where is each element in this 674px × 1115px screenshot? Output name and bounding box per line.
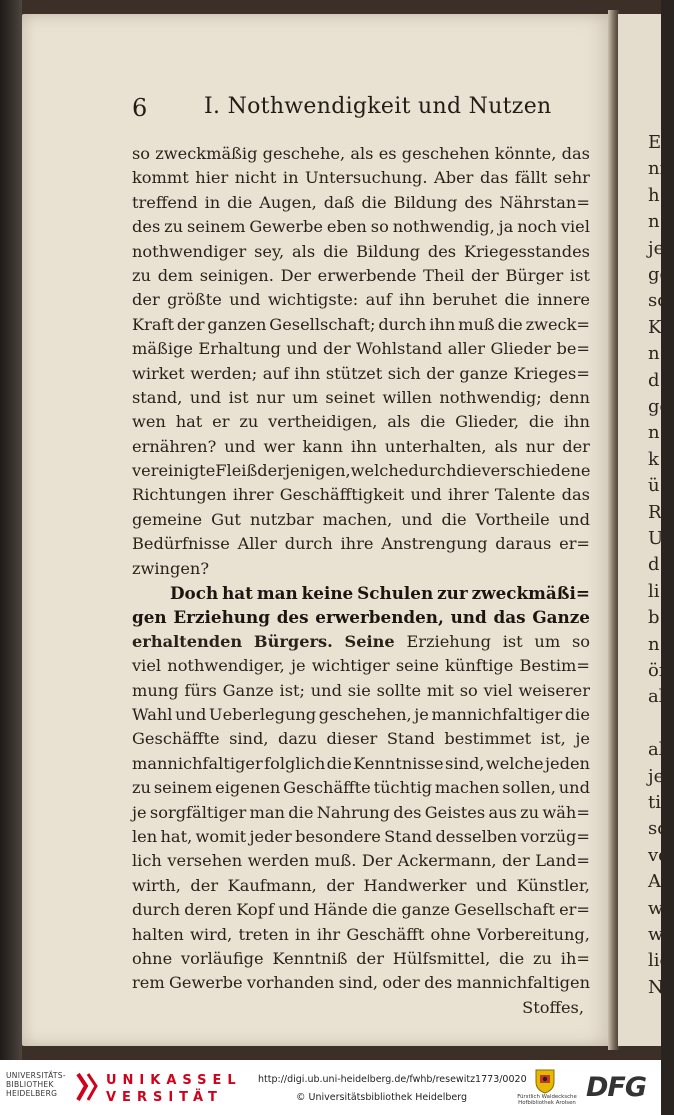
text-line: treffend in die Augen, daß die Bildung des Nährstan=: [132, 192, 590, 212]
copyright-notice: © Universitätsbibliothek Heidelberg: [296, 1092, 468, 1103]
permalink-url[interactable]: http://digi.ub.uni-heidelberg.de/fwhb/resewitz1773/0020: [258, 1074, 527, 1085]
text-line: rem Gewerbe vorhanden sind, oder des mannichfaltigen: [132, 973, 590, 993]
text-line: lich versehen werden muß. Der Ackermann, der Land=: [132, 851, 590, 871]
heidelberg-library-logo[interactable]: UNIVERSITÄTS- BIBLIOTHEK HEIDELBERG: [6, 1071, 66, 1098]
text-line: mung fürs Ganze ist; und sie sollte mit so viel weiserer: [132, 680, 590, 700]
text-line: der größte und wichtigste: auf ihn beruhet die innere: [132, 290, 590, 310]
next-page-fragment: h: [648, 184, 660, 206]
text-line: vereinigte Fleiß derjenigen, welche durch die verschiedene: [132, 461, 591, 481]
text-line: Wahl und Ueberlegung geschehen, je mannichfaltiger die: [132, 704, 590, 724]
kassel-university-logo[interactable]: [106, 1072, 242, 1106]
kassel-logo-icon: [74, 1072, 98, 1102]
text-line: zu dem seinigen. Der erwerbende Theil der Bürger ist: [132, 265, 590, 285]
next-page-fragment: ni: [648, 158, 666, 180]
next-page-fragment: ti: [648, 792, 661, 813]
next-page-fragment: N: [648, 976, 664, 998]
next-page-fragment: k: [648, 448, 659, 470]
text-line: mäßige Erhaltung und der Wohlstand aller Glieder be=: [132, 339, 590, 359]
text-line: erhaltenden Bürgers. Seine Erziehung ist um so: [132, 631, 590, 651]
page-text: [132, 142, 590, 1020]
dfg-logo[interactable]: DFG: [586, 1072, 647, 1103]
next-page-fragment: b: [648, 607, 660, 629]
next-page-fragment: all: [648, 739, 671, 761]
next-page-fragment: d: [648, 554, 660, 576]
next-page-fragment: E: [648, 132, 662, 153]
text-line: Doch hat man keine Schulen zur zweckmäßi=: [170, 583, 590, 604]
next-page-fragment: ü: [648, 475, 660, 497]
next-page-fragment: ve: [648, 844, 669, 866]
next-page-fragment: li: [648, 580, 660, 602]
next-page-fragment: ge: [648, 264, 671, 285]
text-line: nothwendiger sey, als die Bildung des Kriegesstandes: [132, 241, 590, 261]
next-page-fragment: R: [648, 501, 662, 523]
text-line: Stoffes,: [522, 997, 584, 1017]
text-line: zu seinem eigenen Geschäffte tüchtig machen sollen, und: [132, 778, 590, 798]
next-page-fragment: n: [648, 343, 660, 365]
text-line: wirth, der Kaufmann, der Handwerker und Künstler,: [132, 875, 590, 895]
next-page-fragment: Ar: [648, 871, 670, 893]
text-line: wirket werden; auf ihn stützet sich der ganze Krieges=: [132, 363, 590, 383]
text-line: wen hat er zu vertheidigen, als die Glieder, die ihn: [132, 412, 590, 432]
text-line: gen Erziehung des erwerbenden, und das Ganze: [132, 607, 590, 628]
next-page-fragment: n: [648, 633, 660, 655]
next-page-fragment: je: [648, 237, 665, 259]
text-line: des zu seinem Gewerbe eben so nothwendig, ja noch viel: [132, 217, 590, 237]
next-page-fragment: we: [648, 897, 674, 919]
text-line: kommt hier nicht in Untersuchung. Aber das fällt sehr: [132, 168, 590, 188]
text-line: viel nothwendiger, je wichtiger seine künftige Bestim=: [132, 656, 590, 676]
next-page-fragment: lic: [648, 950, 670, 972]
text-line: ohne vorläufige Kenntniß der Hülfsmittel, die zu ih=: [132, 948, 590, 968]
running-title: I. Nothwendigkeit und Nutzen: [204, 94, 552, 119]
waldeck-library-label: Fürstlich Waldecksche Hofbibliothek Arolsen: [517, 1094, 577, 1107]
kassel-line-1: UNIKASSEL: [106, 1073, 242, 1088]
text-line: Richtungen ihrer Geschäfftigkeit und ihrer Talente das: [132, 485, 590, 505]
text-line: gemeine Gut nutzbar machen, und die Vortheile und: [132, 509, 590, 529]
text-line: len hat, womit jeder besondere Stand desselben vorzüg=: [132, 826, 590, 846]
next-page-fragment: n: [648, 422, 660, 444]
waldeck-crest-icon: [534, 1068, 556, 1094]
text-line: mannichfaltiger folglich die Kenntnisse sind, welche jeden: [132, 753, 590, 773]
next-page-fragment: we: [648, 924, 674, 945]
next-page-fragment: sc: [648, 290, 668, 312]
next-page-edge: [618, 14, 674, 1046]
page-number: 6: [132, 94, 148, 122]
text-line: so zweckmäßig geschehe, als es geschehen könnte, das: [132, 144, 590, 163]
next-page-fragment: öf: [648, 660, 666, 681]
next-page-fragment: n: [648, 211, 660, 233]
viewer-footer: [0, 1060, 661, 1115]
text-line: Bedürfnisse Aller durch ihre Anstrengung daraus er=: [132, 534, 590, 554]
text-line: halten wird, treten in ihr Geschäfft ohne Vorbereitung,: [132, 924, 590, 944]
text-line: ernähren? und wer kann ihn unterhalten, als nur der: [132, 436, 590, 456]
next-page-fragment: d: [648, 369, 660, 391]
text-line: durch deren Kopf und Hände die ganze Gesellschaft er=: [132, 900, 590, 920]
book-edge-left: [0, 0, 22, 1060]
text-line: je sorgfältiger man die Nahrung des Geistes aus zu wäh=: [132, 802, 590, 822]
page-header: [132, 94, 552, 128]
text-line: Kraft der ganzen Gesellschaft; durch ihn muß die zweck=: [132, 314, 590, 334]
text-line: Geschäffte sind, dazu dieser Stand bestimmet ist, je: [132, 729, 590, 749]
text-line: zwingen?: [132, 558, 210, 578]
book-page: [22, 14, 615, 1046]
text-line: stand, und ist nur um seinet willen nothwendig; denn: [132, 387, 590, 407]
next-page-fragment: sc: [648, 818, 668, 840]
next-page-fragment: K: [648, 316, 662, 338]
next-page-fragment: all: [648, 686, 671, 708]
next-page-fragment: ge: [648, 396, 671, 417]
next-page-fragment: jet: [648, 765, 672, 787]
kassel-line-2: VERSITÄT: [106, 1090, 223, 1105]
next-page-fragment: U: [648, 528, 664, 549]
